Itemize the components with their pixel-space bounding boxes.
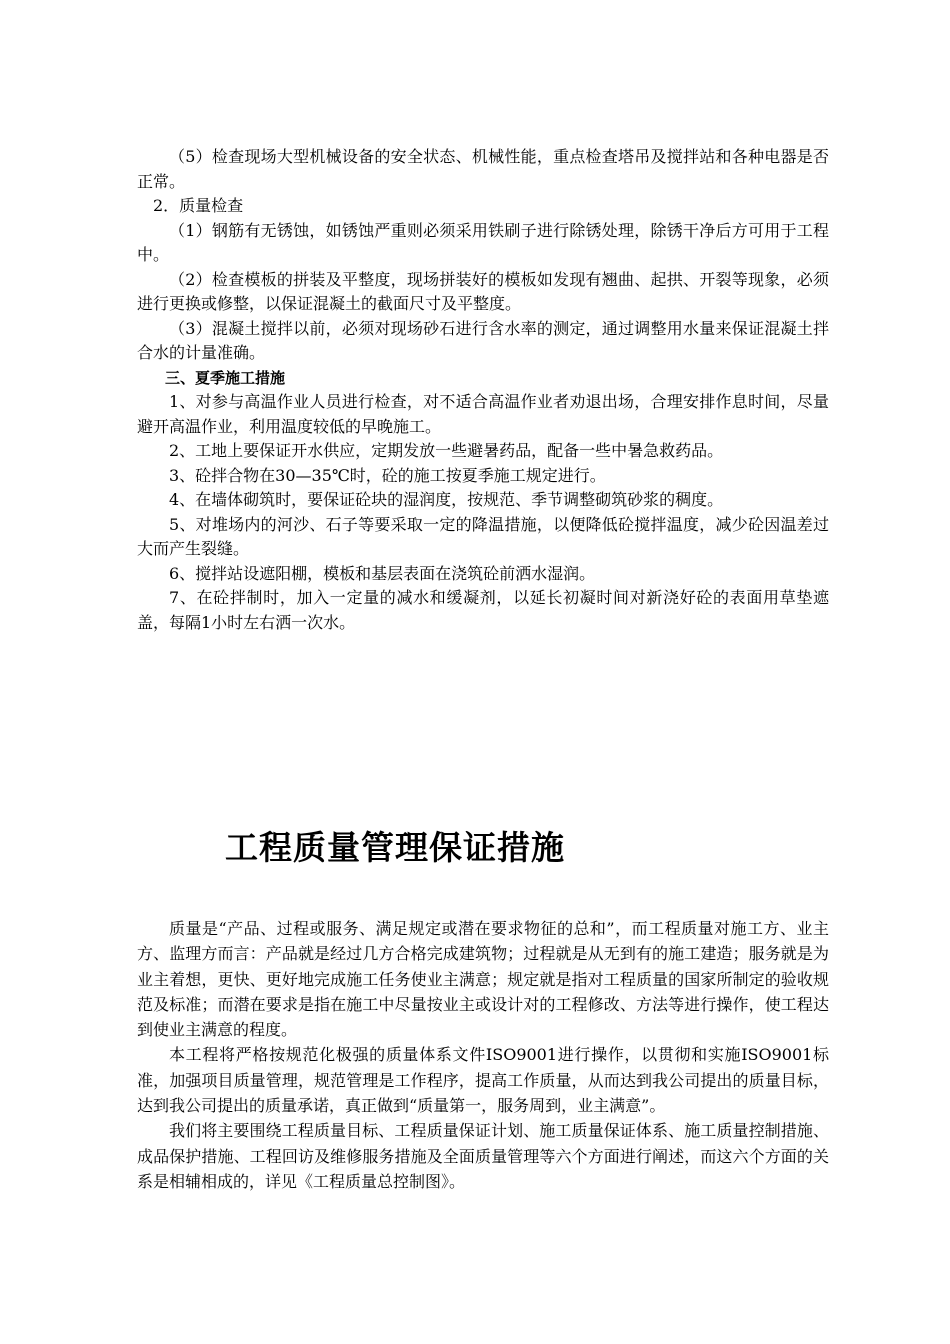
summer-item-3: 3、砼拌合物在30—35℃时，砼的施工按夏季施工规定进行。 [169, 465, 606, 485]
document-title: 工程质量管理保证措施 [225, 828, 565, 867]
paragraph-quality-definition: 质量是“产品、过程或服务、满足规定或潜在要求物征的总和”，而工程质量对施工方、业主方、监理方而言：产品就是经过几方合格完成建筑物；过程就是从无到有的施工建造；服务就是为业主着想，更快、更好地完成施工任务使业主满意；规定就是指对工程质量的国家所制定的验收规范及标准；而潜在要求是指在施工中尽量按业主或设计对的工程修改、方法等进行操作，使工程达到使业主满意的程度。 [137, 919, 829, 1040]
summer-item-2: 2、工地上要保证开水供应，定期发放一些避暑药品，配备一些中暑急救药品。 [169, 441, 724, 460]
section-bottom-text [137, 916, 829, 1194]
summer-item-6: 6、搅拌站设遮阳棚，模板和基层表面在浇筑砼前洒水湿润。 [169, 563, 596, 583]
heading-summer-construction: 三、夏季施工措施 [165, 368, 286, 387]
section-top-text [137, 145, 829, 635]
paragraph-iso9001: 本工程将严格按规范化极强的质量体系文件ISO9001进行操作，以贯彻和实施ISO9001标准，加强项目质量管理，规范管理是工作程序，提高工作质量，从而达到我公司提出的质量目标，达到我公司提出的质量承诺，真正做到“质量第一，服务周到，业主满意”。 [137, 1045, 829, 1116]
paragraph-formwork-check: （2）检查模板的拼装及平整度，现场拼装好的模板如发现有翘曲、起拱、开裂等现象，必须进行更换或修整，以保证混凝土的截面尺寸及平整度。 [137, 269, 829, 313]
paragraph-six-aspects: 我们将主要围绕工程质量目标、工程质量保证计划、施工质量保证体系、施工质量控制措施、成品保护措施、工程回访及维修服务措施及全面质量管理等六个方面进行阐述，而这六个方面的关系是相辅相成的，详见《工程质量总控制图》。 [137, 1121, 829, 1191]
summer-item-5: 5、对堆场内的河沙、石子等要采取一定的降温措施，以便降低砼搅拌温度，减少砼因温差过大而产生裂缝。 [137, 514, 829, 558]
paragraph-inspect-machinery: （5）检查现场大型机械设备的安全状态、机械性能，重点检查塔吊及搅拌站和各种电器是否正常。 [137, 147, 829, 191]
summer-item-1: 1、对参与高温作业人员进行检查，对不适合高温作业者劝退出场，合理安排作息时间，尽量避开高温作业，利用温度较低的早晚施工。 [137, 392, 829, 436]
paragraph-concrete-moisture: （3）混凝土搅拌以前，必须对现场砂石进行含水率的测定，通过调整用水量来保证混凝土拌合水的计量准确。 [137, 318, 829, 362]
summer-item-4: 4、在墙体砌筑时，要保证砼块的湿润度，按规范、季节调整砌筑砂浆的稠度。 [169, 490, 724, 509]
subheading-quality-check: 2．质量检查 [153, 196, 244, 215]
paragraph-rebar-rust: （1）钢筋有无锈蚀，如锈蚀严重则必须采用铁刷子进行除锈处理，除锈干净后方可用于工程中。 [137, 220, 829, 264]
summer-item-7: 7、在砼拌制时，加入一定量的减水和缓凝剂，以延长初凝时间对新浇好砼的表面用草垫遮盖，每隔1小时左右洒一次水。 [137, 588, 829, 632]
